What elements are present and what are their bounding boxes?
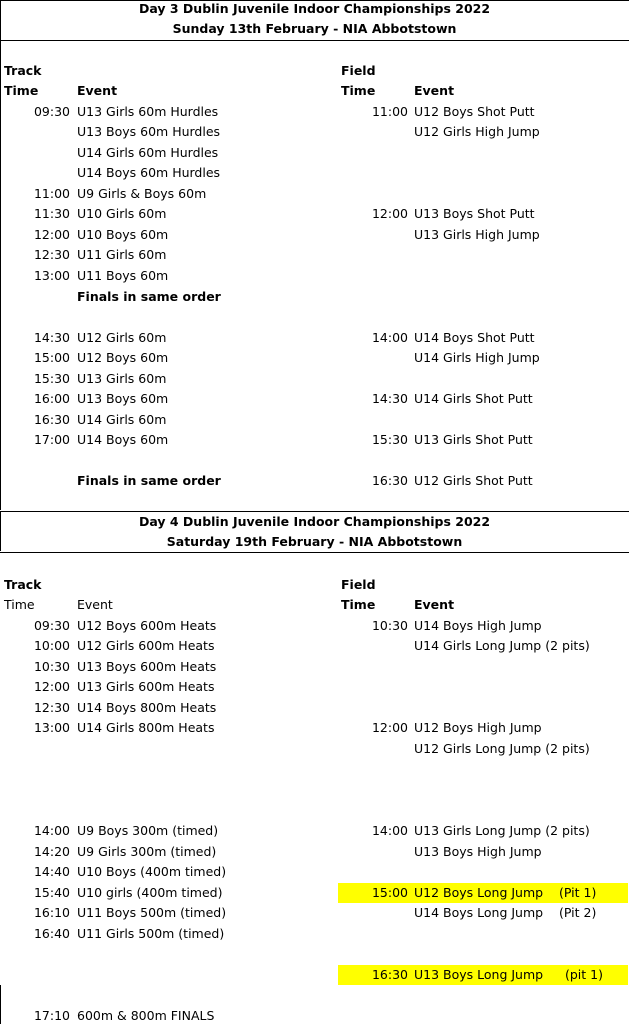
day3-field-time: 11:00 bbox=[371, 104, 408, 119]
day3-field-time: 15:30 bbox=[371, 432, 408, 447]
day4-track-time: 15:40 bbox=[33, 885, 70, 900]
day4-title: Day 4 Dublin Juvenile Indoor Championships 2022 bbox=[138, 514, 491, 529]
day4-track-time: 13:00 bbox=[33, 720, 70, 735]
day4-track-event: U14 Boys 800m Heats bbox=[77, 700, 217, 715]
day3-track-event: U10 Girls 60m bbox=[77, 206, 167, 221]
day4-track-time: 17:10 bbox=[33, 1008, 70, 1023]
day4-field-label: Field bbox=[341, 577, 376, 592]
day3-track-time: 16:30 bbox=[33, 412, 70, 427]
day3-field-time: 12:00 bbox=[371, 206, 408, 221]
day4-field-event: U14 Boys Long Jump bbox=[414, 905, 544, 920]
day4-field-event-header: Event bbox=[414, 597, 455, 612]
day4-track-event: U9 Girls 300m (timed) bbox=[77, 844, 217, 859]
day3-track-event: U12 Girls 60m bbox=[77, 330, 167, 345]
day4-track-label: Track bbox=[4, 577, 42, 592]
day3-track-time: 15:30 bbox=[33, 371, 70, 386]
day3-track-event: U11 Boys 60m bbox=[77, 268, 169, 283]
day4-track-time: 10:30 bbox=[33, 659, 70, 674]
day4-track-time: 14:00 bbox=[33, 823, 70, 838]
day4-field-event: U12 Boys High Jump bbox=[414, 720, 542, 735]
day4-field-event: U12 Boys Long Jump bbox=[414, 885, 544, 900]
day4-track-event: U10 girls (400m timed) bbox=[77, 885, 223, 900]
left-border-bottom bbox=[0, 985, 1, 1024]
day3-field-event-header: Event bbox=[414, 83, 455, 98]
day3-track-time: 12:30 bbox=[33, 247, 70, 262]
day4-field-time: 15:00 bbox=[371, 885, 408, 900]
day3-track-label: Track bbox=[4, 63, 42, 78]
day3-track-event: U13 Girls 60m Hurdles bbox=[77, 104, 219, 119]
day4-field-event: U14 Girls Long Jump (2 pits) bbox=[414, 638, 590, 653]
day3-track-event-header: Event bbox=[77, 83, 118, 98]
left-border-day3 bbox=[0, 0, 1, 510]
day4-track-event: U14 Girls 800m Heats bbox=[77, 720, 215, 735]
day3-header-divider bbox=[0, 40, 629, 41]
day4-track-event: U9 Boys 300m (timed) bbox=[77, 823, 219, 838]
day4-field-pit: (Pit 1) bbox=[559, 885, 597, 900]
day3-subtitle: Sunday 13th February - NIA Abbotstown bbox=[172, 21, 457, 36]
day3-title: Day 3 Dublin Juvenile Indoor Championships 2022 bbox=[138, 1, 491, 16]
day3-track-time: 16:00 bbox=[33, 391, 70, 406]
day4-field-time: 14:00 bbox=[371, 823, 408, 838]
day3-field-event: U12 Boys Shot Putt bbox=[414, 104, 535, 119]
day4-track-event: U12 Boys 600m Heats bbox=[77, 618, 217, 633]
day4-track-event: U12 Girls 600m Heats bbox=[77, 638, 215, 653]
day3-track-time: 13:00 bbox=[33, 268, 70, 283]
day3-track-event: U14 Boys 60m bbox=[77, 432, 169, 447]
day3-field-event: U13 Boys Shot Putt bbox=[414, 206, 535, 221]
day4-track-time: 14:40 bbox=[33, 864, 70, 879]
day4-field-time: 16:30 bbox=[371, 967, 408, 982]
day4-track-time: 16:10 bbox=[33, 905, 70, 920]
day4-field-pit: (pit 1) bbox=[565, 967, 603, 982]
day3-field-event: U14 Girls High Jump bbox=[414, 350, 540, 365]
day4-field-event: U14 Boys High Jump bbox=[414, 618, 542, 633]
day4-field-event: U13 Boys High Jump bbox=[414, 844, 542, 859]
day4-track-time: 12:30 bbox=[33, 700, 70, 715]
day3-track-event: U14 Girls 60m bbox=[77, 412, 167, 427]
day3-track-time: 15:00 bbox=[33, 350, 70, 365]
day3-track-time: 11:00 bbox=[33, 186, 70, 201]
day3-track-event: U13 Boys 60m Hurdles bbox=[77, 124, 221, 139]
day4-field-time: 10:30 bbox=[371, 618, 408, 633]
day4-header-divider bbox=[0, 552, 629, 553]
day3-track-event: U11 Girls 60m bbox=[77, 247, 167, 262]
day4-field-time-header: Time bbox=[341, 597, 376, 612]
day3-field-label: Field bbox=[341, 63, 376, 78]
day4-track-event: U10 Boys (400m timed) bbox=[77, 864, 227, 879]
day4-subtitle: Saturday 19th February - NIA Abbotstown bbox=[166, 534, 463, 549]
day3-field-event: U13 Girls High Jump bbox=[414, 227, 540, 242]
day4-track-time-header: Time bbox=[4, 597, 35, 612]
day4-field-time: 12:00 bbox=[371, 720, 408, 735]
day3-track-time: 12:00 bbox=[33, 227, 70, 242]
day3-field-event: U12 Girls Shot Putt bbox=[414, 473, 533, 488]
day3-field-event: U14 Boys Shot Putt bbox=[414, 330, 535, 345]
day3-field-event: U14 Girls Shot Putt bbox=[414, 391, 533, 406]
day4-track-event: U13 Boys 600m Heats bbox=[77, 659, 217, 674]
day3-track-time: 14:30 bbox=[33, 330, 70, 345]
day3-track-event: U12 Boys 60m bbox=[77, 350, 169, 365]
day3-track-time: 11:30 bbox=[33, 206, 70, 221]
day3-track-event: U10 Boys 60m bbox=[77, 227, 169, 242]
day3-track-time: 17:00 bbox=[33, 432, 70, 447]
day3-field-time: 14:30 bbox=[371, 391, 408, 406]
day3-field-time-header: Time bbox=[341, 83, 376, 98]
day3-track-event: U14 Boys 60m Hurdles bbox=[77, 165, 221, 180]
day4-track-time: 16:40 bbox=[33, 926, 70, 941]
day4-track-event: U13 Girls 600m Heats bbox=[77, 679, 215, 694]
day4-track-time: 14:20 bbox=[33, 844, 70, 859]
day4-field-event: U13 Girls Long Jump (2 pits) bbox=[414, 823, 590, 838]
day3-field-time: 16:30 bbox=[371, 473, 408, 488]
day3-finals-note: Finals in same order bbox=[77, 289, 221, 304]
day4-track-event: U11 Boys 500m (timed) bbox=[77, 905, 227, 920]
day3-track-event: U13 Girls 60m bbox=[77, 371, 167, 386]
day3-field-event: U13 Girls Shot Putt bbox=[414, 432, 533, 447]
day4-track-time: 09:30 bbox=[33, 618, 70, 633]
day3-track-event: U13 Boys 60m bbox=[77, 391, 169, 406]
day3-track-time: 09:30 bbox=[33, 104, 70, 119]
day3-track-event: U14 Girls 60m Hurdles bbox=[77, 145, 219, 160]
day4-track-event: 600m & 800m FINALS bbox=[77, 1008, 215, 1023]
day4-track-event-header: Event bbox=[77, 597, 113, 612]
day4-field-event: U13 Boys Long Jump bbox=[414, 967, 544, 982]
day4-field-pit: (Pit 2) bbox=[559, 905, 597, 920]
day3-field-event: U12 Girls High Jump bbox=[414, 124, 540, 139]
day3-finals-note: Finals in same order bbox=[77, 473, 221, 488]
day4-field-event: U12 Girls Long Jump (2 pits) bbox=[414, 741, 590, 756]
day4-track-event: U11 Girls 500m (timed) bbox=[77, 926, 225, 941]
day4-track-time: 10:00 bbox=[33, 638, 70, 653]
day3-track-event: U9 Girls & Boys 60m bbox=[77, 186, 207, 201]
day3-track-time-header: Time bbox=[4, 83, 39, 98]
day4-track-time: 12:00 bbox=[33, 679, 70, 694]
day3-field-time: 14:00 bbox=[371, 330, 408, 345]
